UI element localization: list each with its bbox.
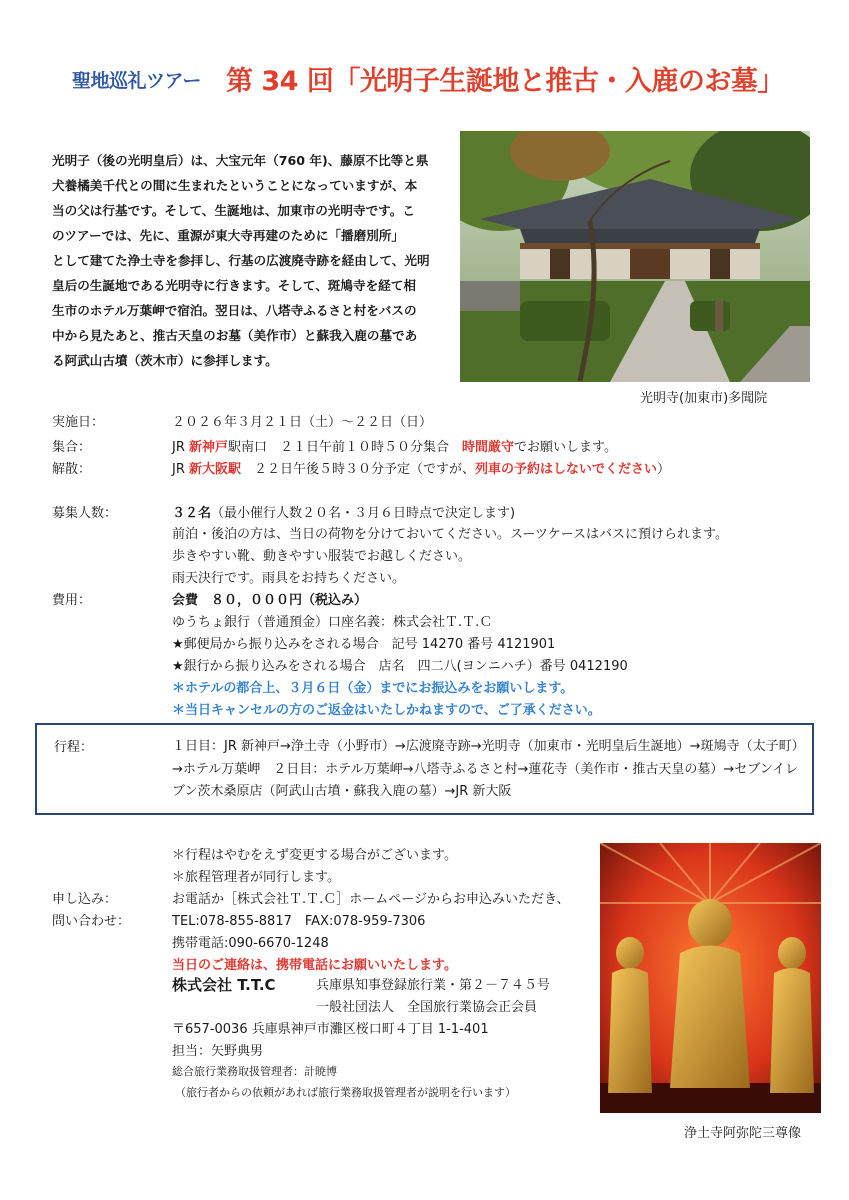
- temple-photo-caption: 光明寺(加東市)多聞院: [640, 391, 768, 406]
- sameday-contact-notice: 当日のご連絡は、携帯電話にお願いいたします。: [172, 958, 457, 973]
- staff-name: 担当：矢野典男: [172, 1044, 264, 1059]
- intro-line: る阿武山古墳（茨木市）に参拝します。: [52, 353, 278, 368]
- travel-manager-note: （旅行者からの依頼があれば旅行業務取扱管理者が説明を行います）: [175, 1086, 516, 1099]
- intro-line: 犬養橘美千代との間に生まれたということになっていますが、本: [52, 178, 418, 193]
- recruit-note: 雨天決行です。雨具をお持ちください。: [172, 571, 405, 586]
- payment-deadline-notice: ＊ホテルの都合上、３月６日（金）までにお振込みをお願いします。: [172, 681, 574, 696]
- fee-label: 費用：: [52, 593, 92, 608]
- intro-line: 当の父は行基です。そして、生誕地は、加東市の光明寺です。こ: [52, 203, 415, 218]
- intro-line: 中から見たあと、推古天皇のお墓（美作市）と蘇我入鹿の墓であ: [52, 328, 418, 343]
- intro-line: 生市のホテル万葉岬で宿泊。翌日は、八塔寺ふるさと村をバスの: [52, 303, 417, 318]
- company-name: 株式会社 T.T.C: [172, 976, 276, 994]
- intro-line: として建てた浄土寺を参拝し、行基の広渡廃寺跡を経由して、光明: [52, 253, 430, 268]
- apply-text: お電話か［株式会社Ｔ.Ｔ.Ｃ］ホームページからお申込みいただき、: [172, 892, 570, 907]
- tel-fax: TEL:078-855-8817 FAX:078-959-7306: [172, 914, 426, 929]
- bank-account: ゆうちょ銀行（普通預金）口座名義：株式会社Ｔ.Ｔ.Ｃ: [172, 615, 493, 630]
- itinerary-text: １日目：JR 新神戸→浄土寺（小野市）→広渡廃寺跡→光明寺（加東市・光明皇后生誕地）→斑鳩寺（太子町）→ホテル万葉岬 ２日目：ホテル万葉岬→八塔寺ふるさと村→蓮花寺（美作市・推古天皇の墓）→セブンイレブン茨木桑原店（阿武山古墳・蘇我入鹿の墓）→JR 新大阪: [172, 739, 799, 799]
- inquiry-label: 問い合わせ：: [52, 914, 131, 929]
- tour-manager-note: ＊旅程管理者が同行します。: [172, 870, 340, 885]
- recruit-label: 募集人数：: [52, 506, 118, 521]
- amida-triad-photo: [600, 843, 821, 1113]
- fee-amount: 会費 ８０，０００円（税込み）: [172, 593, 368, 608]
- schedule-change-note: ＊行程はやむをえず変更する場合がございます。: [172, 848, 457, 863]
- company-address: 〒657-0036 兵庫県神戸市灘区桜口町４丁目 1-1-401: [172, 1022, 489, 1037]
- series-title: 聖地巡礼ツアー: [72, 70, 201, 92]
- date-value: ２０２６年３月２１日（土）～２２日（日）: [172, 415, 433, 430]
- dismiss-station: 新大阪駅: [189, 462, 242, 477]
- travel-registration: 兵庫県知事登録旅行業・第２－７４５号: [316, 978, 551, 993]
- recruit-count: ３２名（最小催行人数２０名・３月６日時点で決定します): [172, 506, 516, 521]
- cancellation-notice: ＊当日キャンセルの方のご返金はいたしかねますので、ご了承ください。: [172, 703, 601, 718]
- meet-station: 新神戸: [189, 440, 229, 455]
- time-strict: 時間厳守: [462, 440, 515, 455]
- recruit-note: 歩きやすい靴、動きやすい服装でお越しください。: [172, 549, 472, 564]
- dismiss-value: JR 新大阪駅 ２２日午後５時３０分予定（ですが、列車の予約はしないでください）: [172, 462, 671, 477]
- postal-transfer: ★郵便局から振り込みをされる場合 記号 14270 番号 4121901: [172, 637, 556, 652]
- intro-line: のツアーでは、先に、重源が東大寺再建のために「播磨別所」: [52, 228, 404, 243]
- intro-paragraph: [52, 148, 434, 373]
- intro-line: 皇后の生誕地である光明寺に行きます。そして、斑鳩寺を経て相: [52, 278, 416, 293]
- amida-photo-caption: 浄土寺阿弥陀三尊像: [684, 1126, 802, 1141]
- meet-label: 集合：: [52, 440, 92, 455]
- apply-label: 申し込み：: [52, 892, 118, 907]
- date-label: 実施日：: [52, 415, 105, 430]
- train-warning: 列車の予約はしないでください: [475, 462, 658, 477]
- meet-value: JR 新神戸駅南口 ２１日午前１０時５０分集合 時間厳守でお願いします。: [172, 440, 618, 455]
- dismiss-label: 解散：: [52, 462, 92, 477]
- itinerary-label: 行程：: [54, 740, 94, 755]
- mobile-phone: 携帯電話:090-6670-1248: [172, 936, 329, 951]
- travel-manager: 総合旅行業務取扱管理者：計暁博: [172, 1065, 337, 1078]
- page-title: 第 34 回「光明子生誕地と推古・入鹿のお墓」: [226, 66, 784, 97]
- association-membership: 一般社団法人 全国旅行業協会正会員: [316, 1000, 538, 1015]
- bank-transfer: ★銀行から振り込みをされる場合 店名 四二八(ヨンニハチ）番号 0412190: [172, 659, 628, 674]
- intro-line: 光明子（後の光明皇后）は、大宝元年（760 年)、藤原不比等と県: [52, 153, 429, 168]
- recruit-note: 前泊・後泊の方は、当日の荷物を分けておいてください。スーツケースはバスに預けられます。: [172, 527, 729, 542]
- temple-photo: [460, 131, 810, 382]
